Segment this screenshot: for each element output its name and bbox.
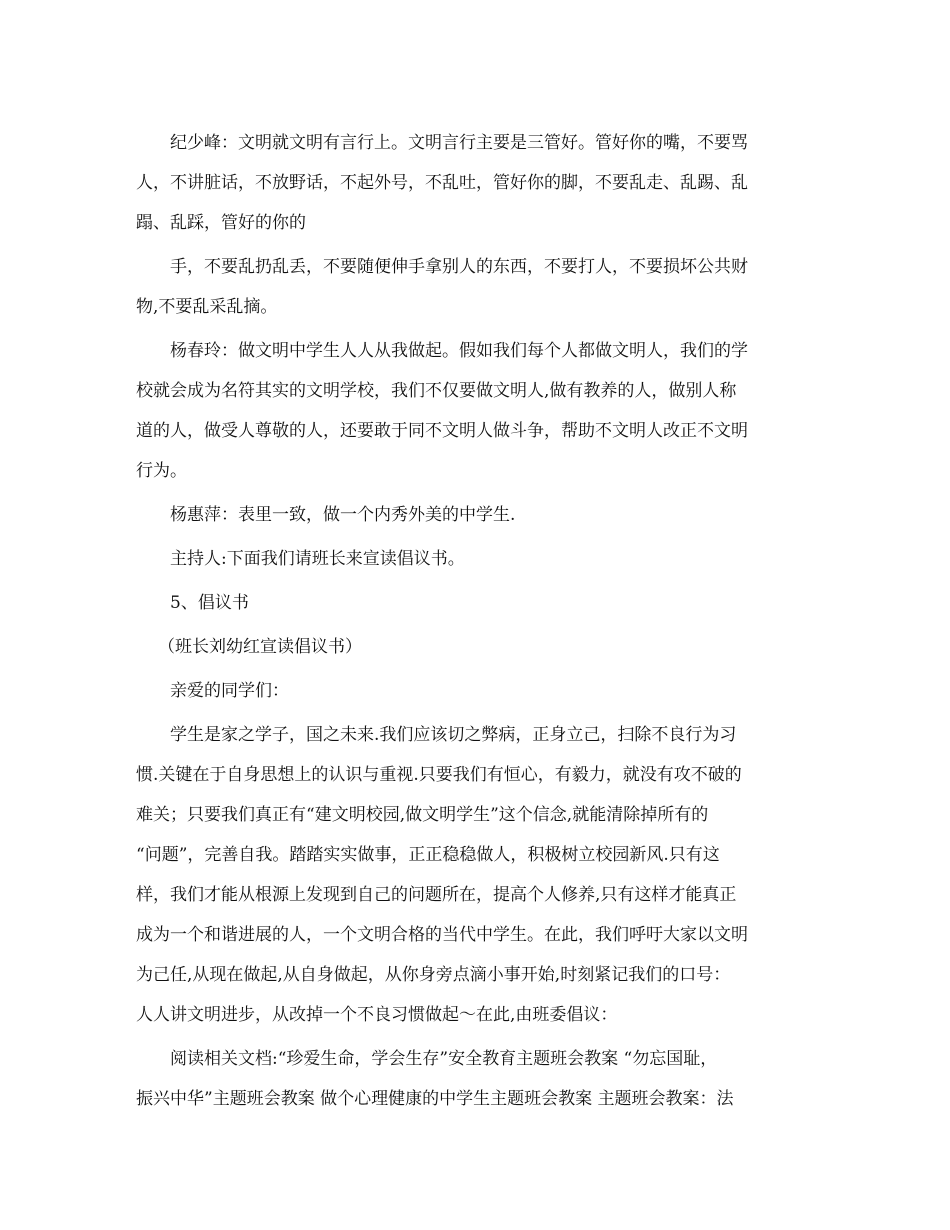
text-line: 道的人，做受人尊敬的人，还要敢于同不文明人做斗争，帮助不文明人改正不文明 <box>136 421 748 441</box>
paragraph-ji-shaofeng <box>136 123 816 243</box>
text-line: 校就会成为名符其实的文明学校，我们不仅要做文明人,做有教养的人，做别人称 <box>136 381 737 401</box>
text-line: 主持人:下面我们请班长来宣读倡议书。 <box>170 549 465 569</box>
text-line: 杨春玲：做文明中学生人人从我做起。假如我们每个人都做文明人，我们的学 <box>170 341 748 361</box>
text-line: 成为一个和谐进展的人，一个文明合格的当代中学生。在此，我们呼吁大家以文明 <box>136 925 748 945</box>
text-line: 行为。 <box>136 461 187 481</box>
document-body <box>136 123 816 1119</box>
text-line: 纪少峰：文明就文明有言行上。文明言行主要是三管好。管好你的嘴，不要骂 <box>170 133 748 153</box>
text-line: 为己任,从现在做起,从自身做起，从你身旁点滴小事开始,时刻紧记我们的口号： <box>136 965 731 985</box>
text-line: 学生是家之学子，国之未来.我们应该切之弊病，正身立己，扫除不良行为习 <box>170 725 737 745</box>
text-line: 样，我们才能从根源上发现到自己的问题所在，提高个人修养,只有这样才能真正 <box>136 885 737 905</box>
text-line: （班长刘幼红宣读倡议书） <box>158 637 362 657</box>
text-line: 手，不要乱扔乱丢，不要随便伸手拿别人的东西，不要打人，不要损坏公共财 <box>170 257 748 277</box>
text-line: 亲爱的同学们： <box>170 681 289 701</box>
paragraph-yang-chunling <box>136 331 816 491</box>
paragraph-proposal <box>136 715 816 1035</box>
text-line: 惯.关键在于自身思想上的认识与重视.只要我们有恒心，有毅力，就没有攻不破的 <box>136 765 742 785</box>
text-line: 杨惠萍：表里一致，做一个内秀外美的中学生. <box>170 505 516 525</box>
paragraph-greeting <box>136 671 816 711</box>
paragraph-hand <box>136 247 816 327</box>
text-line: 人人讲文明进步，从改掉一个不良习惯做起～在此,由班委倡议： <box>136 1005 618 1025</box>
text-line: 物,不要乱采乱摘。 <box>136 297 278 317</box>
paragraph-yang-huiping <box>136 495 816 535</box>
text-line: 人，不讲脏话，不放野话，不起外号，不乱吐，管好你的脚，不要乱走、乱踢、乱 <box>136 173 748 193</box>
text-line: “问题”，完善自我。踏踏实实做事，正正稳稳做人，积极树立校园新风.只有这 <box>136 845 720 865</box>
text-line: 难关；只要我们真正有“建文明校园,做文明学生”这个信念,就能清除掉所有的 <box>136 805 709 825</box>
paragraph-related-docs <box>136 1039 816 1119</box>
section-heading <box>136 583 816 623</box>
paragraph-host <box>136 539 816 579</box>
text-line: 振兴中华”主题班会教案 做个心理健康的中学生主题班会教案 主题班会教案：法 <box>136 1089 734 1109</box>
text-line: 蹋、乱踩，管好的你的 <box>136 213 306 233</box>
paragraph-note <box>136 627 816 667</box>
text-line: 5、倡议书 <box>170 593 249 613</box>
text-line: 阅读相关文档:“珍爱生命，学会生存”安全教育主题班会教案 “勿忘国耻， <box>170 1049 718 1069</box>
